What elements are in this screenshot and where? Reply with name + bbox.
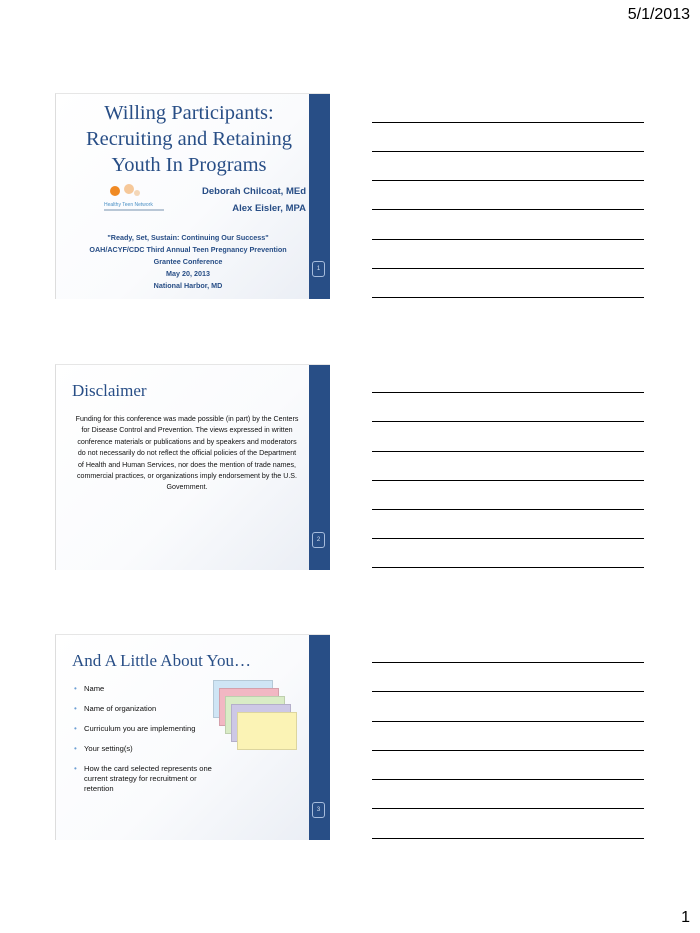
note-line xyxy=(372,509,644,510)
slide-number-badge: 3 xyxy=(312,802,325,818)
slide-1-authors xyxy=(166,183,306,217)
slide-3-bullet-list xyxy=(74,684,234,804)
bullet-icon: • xyxy=(74,704,77,713)
bullet-icon: • xyxy=(74,724,77,733)
logo-wordmark: Healthy Teen Network xyxy=(104,202,153,208)
slide-2-title: Disclaimer xyxy=(72,381,147,400)
bullet-icon: • xyxy=(74,684,77,693)
note-line xyxy=(372,808,644,809)
slide-number-badge: 1 xyxy=(312,261,325,277)
note-line xyxy=(372,721,644,722)
note-line xyxy=(372,297,644,298)
note-line xyxy=(372,480,644,481)
index-card xyxy=(237,712,297,750)
author-name: Alex Eisler, MPA xyxy=(232,203,306,214)
note-line xyxy=(372,662,644,663)
slide-1-thumbnail xyxy=(55,93,330,299)
note-line xyxy=(372,779,644,780)
list-item: • Your setting(s) xyxy=(74,744,133,753)
list-item: • How the card selected represents one current strategy for recruitment or retention xyxy=(74,764,212,793)
note-line xyxy=(372,691,644,692)
page-date: 5/1/2013 xyxy=(627,6,690,23)
disclaimer-text: Funding for this conference was made possible (in part) by the Centers for Disease Control and Prevention. The views expressed in written conference materials or publications and by speakers and moderators do not necessarily do not reflect the official policies of the Department of Health and Human Services, nor does the mention of trade names, commercial practices, or organizations imply endorsement by the U.S. Government. xyxy=(75,415,299,492)
slide-3-thumbnail xyxy=(55,634,330,840)
note-line xyxy=(372,392,644,393)
author-name: Deborah Chilcoat, MEd xyxy=(202,186,306,197)
index-cards-image xyxy=(211,680,301,750)
note-line xyxy=(372,451,644,452)
page-number: 1 xyxy=(681,909,690,926)
note-line xyxy=(372,567,644,568)
note-line xyxy=(372,421,644,422)
note-line xyxy=(372,180,644,181)
note-line xyxy=(372,151,644,152)
list-item: • Curriculum you are implementing xyxy=(74,724,196,733)
note-line xyxy=(372,209,644,210)
slide-2-thumbnail xyxy=(55,364,330,570)
slide-3-title: And A Little About You… xyxy=(72,651,252,670)
list-item: • Name of organization xyxy=(74,704,157,713)
healthy-teen-network-logo xyxy=(104,184,158,220)
slide-1-conference-info: "Ready, Set, Sustain: Continuing Our Success" OAH/ACYF/CDC Third Annual Teen Pregnancy Prevention Grantee Conference May 20, 2013 National Harbor, MD xyxy=(89,233,287,290)
list-item: • Name xyxy=(74,684,105,693)
note-line xyxy=(372,268,644,269)
bullet-icon: • xyxy=(74,744,77,753)
note-line xyxy=(372,538,644,539)
note-line xyxy=(372,239,644,240)
note-line xyxy=(372,122,644,123)
bullet-icon: • xyxy=(74,764,77,773)
note-line xyxy=(372,838,644,839)
slide-number-badge: 2 xyxy=(312,532,325,548)
slide-1-title: Willing Participants: Recruiting and Retaining Youth In Programs xyxy=(85,102,293,176)
note-line xyxy=(372,750,644,751)
